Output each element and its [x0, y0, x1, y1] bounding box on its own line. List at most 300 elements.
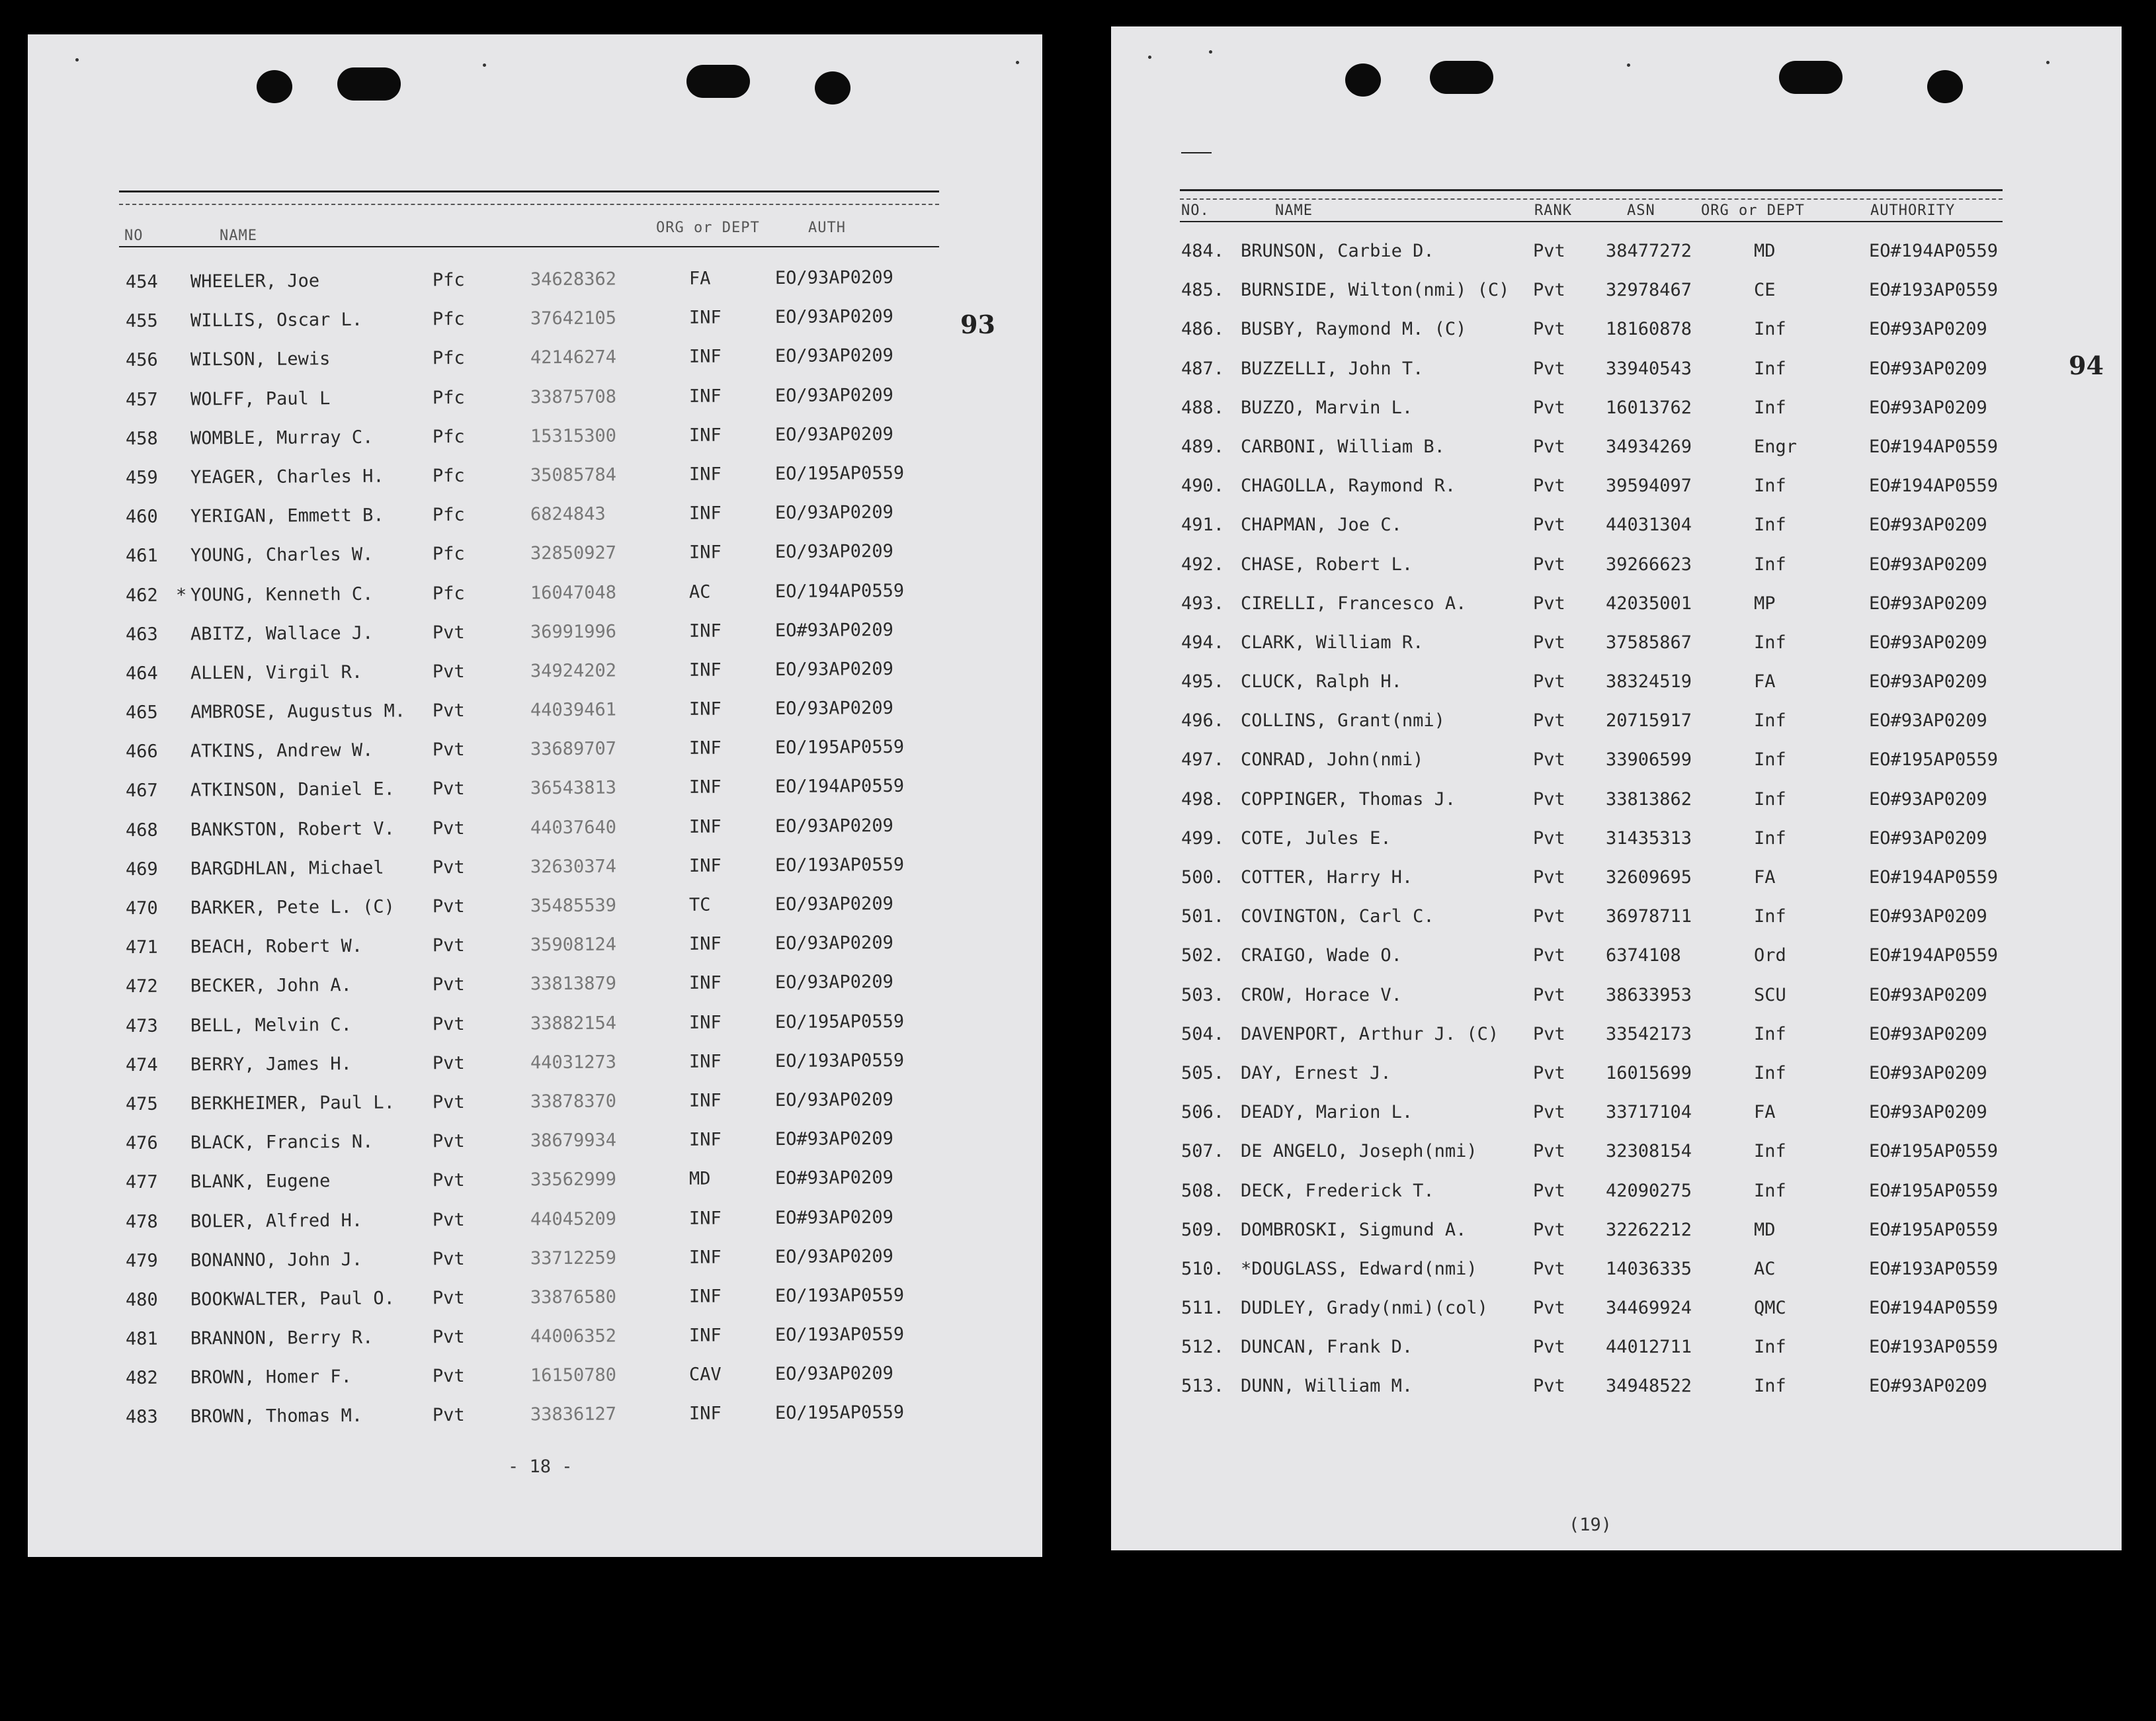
- cell-name: BLANK, Eugene: [190, 1171, 331, 1193]
- cell-rank: Pvt: [1533, 358, 1565, 379]
- cell-name: BARKER, Pete L. (C): [190, 896, 395, 919]
- cell-authority: EO/93AP0209: [774, 306, 893, 328]
- cell-no: 486.: [1181, 319, 1225, 340]
- table-row: [28, 963, 1042, 1009]
- cell-authority: EO#93AP0209: [774, 1167, 893, 1189]
- cell-name: CHASE, Robert L.: [1241, 554, 1413, 575]
- cell-no: 510.: [1181, 1258, 1225, 1279]
- cell-name: BUSBY, Raymond M. (C): [1241, 319, 1467, 340]
- cell-asn: 14036335: [1606, 1258, 1692, 1279]
- cell-rank: Pvt: [1533, 1023, 1565, 1044]
- cell-rank: Pvt: [1533, 397, 1565, 418]
- cell-no: 513.: [1181, 1376, 1225, 1397]
- cell-asn: 38477272: [1606, 241, 1692, 261]
- cell-authority: EO/93AP0209: [774, 423, 893, 445]
- cell-asn: 36978711: [1606, 906, 1692, 927]
- cell-name: BUZZO, Marvin L.: [1241, 397, 1413, 418]
- cell-org: Inf: [1754, 397, 1786, 418]
- cell-authority: EO#93AP0209: [1869, 1062, 1987, 1083]
- cell-rank: Pvt: [432, 739, 465, 761]
- cell-name: DECK, Frederick T.: [1241, 1180, 1434, 1201]
- cell-rank: Pfc: [432, 544, 465, 565]
- cell-authority: EO#93AP0209: [1869, 1023, 1987, 1044]
- cell-no: 454: [125, 271, 158, 293]
- cell-rank: Pvt: [1533, 749, 1565, 771]
- cell-no: 456: [125, 350, 158, 371]
- cell-asn: 42146274: [530, 347, 617, 368]
- cell-name: DAY, Ernest J.: [1241, 1062, 1391, 1083]
- cell-asn: 33875708: [530, 386, 617, 407]
- table-row: [1111, 937, 2122, 976]
- cell-rank: Pvt: [432, 1405, 465, 1426]
- cell-no: 491.: [1181, 515, 1225, 536]
- cell-org: Inf: [1754, 1376, 1786, 1397]
- header-top-rule: [1180, 189, 2003, 191]
- cell-org: AC: [688, 581, 711, 603]
- cell-name: BERRY, James H.: [190, 1053, 352, 1075]
- cell-asn: 35908124: [530, 934, 617, 956]
- cell-org: Inf: [1754, 1141, 1786, 1162]
- cell-name: YOUNG, Charles W.: [190, 544, 374, 566]
- table-row: [28, 1198, 1042, 1243]
- cell-rank: Pvt: [1533, 436, 1565, 457]
- cell-org: INF: [688, 307, 722, 329]
- cell-authority: EO#193AP0559: [1869, 1337, 1999, 1358]
- table-row: [28, 728, 1042, 774]
- cell-org: SCU: [1754, 984, 1786, 1005]
- cell-name: BRUNSON, Carbie D.: [1241, 241, 1434, 261]
- cell-org: INF: [688, 346, 722, 368]
- cell-rank: Pvt: [432, 1013, 465, 1034]
- table-row: [1111, 741, 2122, 780]
- punch-hole: [1345, 63, 1381, 97]
- cell-rank: Pvt: [1533, 1376, 1565, 1397]
- cell-name: DUDLEY, Grady(nmi)(col): [1241, 1298, 1488, 1319]
- col-header-name: NAME: [1275, 202, 1313, 219]
- cell-authority: EO/195AP0559: [774, 1011, 905, 1032]
- cell-authority: EO/93AP0209: [774, 933, 893, 954]
- cell-no: 502.: [1181, 945, 1225, 966]
- cell-rank: Pvt: [1533, 867, 1565, 888]
- cell-name: BLACK, Francis N.: [190, 1131, 374, 1154]
- cell-name: BROWN, Homer F.: [190, 1366, 352, 1388]
- cell-org: INF: [688, 503, 722, 525]
- cell-name: BROWN, Thomas M.: [190, 1406, 363, 1427]
- cell-org: INF: [688, 933, 722, 955]
- table-row: [28, 376, 1042, 421]
- cell-authority: EO#93AP0209: [774, 1128, 893, 1150]
- cell-org: Inf: [1754, 1023, 1786, 1044]
- table-row: [28, 1316, 1042, 1361]
- table-row: [1111, 1329, 2122, 1368]
- cell-asn: 16047048: [530, 582, 617, 603]
- cell-no: 455: [125, 310, 158, 332]
- cell-name: *DOUGLASS, Edward(nmi): [1241, 1258, 1477, 1279]
- cell-org: Inf: [1754, 1337, 1786, 1358]
- cell-no: 473: [125, 1015, 158, 1036]
- cell-name: COVINGTON, Carl C.: [1241, 906, 1434, 927]
- cell-authority: EO#93AP0209: [1869, 788, 1987, 810]
- speck: [1148, 56, 1151, 59]
- cell-rank: Pvt: [1533, 1102, 1565, 1123]
- cell-no: 481: [125, 1328, 158, 1350]
- cell-asn: 33940543: [1606, 358, 1692, 379]
- cell-no: 500.: [1181, 867, 1225, 888]
- cell-asn: 37585867: [1606, 632, 1692, 653]
- cell-rank: Pvt: [432, 1091, 465, 1113]
- cell-authority: EO/93AP0209: [774, 815, 893, 837]
- cell-authority: EO#93AP0209: [1869, 632, 1987, 653]
- cell-no: 482: [125, 1368, 158, 1389]
- cell-no: 509.: [1181, 1219, 1225, 1240]
- cell-name: WHEELER, Joe: [190, 271, 320, 292]
- cell-asn: 44031304: [1606, 515, 1692, 536]
- cell-rank: Pvt: [432, 1131, 465, 1152]
- cell-authority: EO/93AP0209: [774, 658, 893, 680]
- cell-org: Inf: [1754, 476, 1786, 497]
- cell-org: Inf: [1754, 319, 1786, 340]
- table-row: [1111, 351, 2122, 390]
- cell-asn: 32630374: [530, 856, 617, 878]
- cell-no: 498.: [1181, 788, 1225, 810]
- cell-authority: EO#93AP0209: [1869, 554, 1987, 575]
- header-bottom-rule: [1180, 221, 2003, 222]
- table-row: [28, 1120, 1042, 1165]
- cell-rank: Pvt: [1533, 1219, 1565, 1240]
- table-row: [1111, 663, 2122, 702]
- cell-no: 499.: [1181, 827, 1225, 849]
- cell-no: 484.: [1181, 241, 1225, 261]
- cell-name: DOMBROSKI, Sigmund A.: [1241, 1219, 1467, 1240]
- table-row: [1111, 859, 2122, 898]
- cell-org: Inf: [1754, 515, 1786, 536]
- cell-org: INF: [688, 620, 722, 642]
- roster-table: [28, 265, 1042, 1439]
- cell-asn: 33712259: [530, 1247, 617, 1269]
- cell-name: YEAGER, Charles H.: [190, 466, 384, 488]
- col-header-authority: AUTHORITY: [1870, 202, 1956, 219]
- cell-org: INF: [688, 1090, 722, 1111]
- page-mark: 94: [2069, 351, 2104, 380]
- cell-asn: 35485539: [530, 895, 617, 917]
- cell-no: 503.: [1181, 984, 1225, 1005]
- cell-rank: Pvt: [1533, 827, 1565, 849]
- cell-asn: 16150780: [530, 1364, 617, 1386]
- table-row: [28, 1041, 1042, 1087]
- punch-hole: [686, 65, 750, 98]
- cell-rank: Pvt: [432, 661, 465, 683]
- table-row: [28, 1081, 1042, 1126]
- cell-name: BURNSIDE, Wilton(nmi) (C): [1241, 280, 1510, 301]
- cell-no: 504.: [1181, 1023, 1225, 1044]
- cell-asn: 34469924: [1606, 1298, 1692, 1319]
- cell-no: 501.: [1181, 906, 1225, 927]
- cell-org: FA: [1754, 671, 1776, 693]
- cell-name: WOLFF, Paul L: [190, 388, 331, 410]
- cell-authority: EO/93AP0209: [774, 698, 893, 720]
- cell-asn: 34628362: [530, 269, 617, 290]
- cell-asn: 32609695: [1606, 867, 1692, 888]
- cell-no: 495.: [1181, 671, 1225, 693]
- cell-org: Inf: [1754, 788, 1786, 810]
- cell-authority: EO/195AP0559: [774, 1402, 905, 1424]
- cell-no: 457: [125, 389, 158, 410]
- cell-authority: EO/93AP0209: [774, 894, 893, 915]
- cell-org: INF: [688, 1012, 722, 1033]
- table-row: [1111, 1212, 2122, 1251]
- cell-rank: Pvt: [432, 818, 465, 839]
- cell-star: *: [175, 585, 187, 606]
- cell-asn: 39266623: [1606, 554, 1692, 575]
- cell-name: YERIGAN, Emmett B.: [190, 505, 384, 527]
- table-row: [1111, 585, 2122, 624]
- page-folio: (19): [1569, 1515, 1612, 1535]
- cell-org: INF: [688, 737, 722, 759]
- cell-name: CONRAD, John(nmi): [1241, 749, 1424, 771]
- cell-authority: EO#194AP0559: [1869, 867, 1999, 888]
- cell-asn: 33876580: [530, 1286, 617, 1308]
- cell-no: 487.: [1181, 358, 1225, 379]
- table-row: [1111, 820, 2122, 859]
- header-top-rule: [119, 190, 939, 192]
- cell-org: Inf: [1754, 1062, 1786, 1083]
- cell-authority: EO#193AP0559: [1869, 1258, 1999, 1279]
- table-row: [1111, 1290, 2122, 1329]
- cell-org: INF: [688, 972, 722, 994]
- table-row: [1111, 1133, 2122, 1172]
- table-row: [1111, 233, 2122, 272]
- cell-rank: Pvt: [1533, 906, 1565, 927]
- cell-asn: 34948522: [1606, 1376, 1692, 1397]
- header-bottom-rule: [119, 246, 939, 247]
- cell-name: DAVENPORT, Arthur J. (C): [1241, 1023, 1499, 1044]
- table-row: [1111, 898, 2122, 937]
- cell-asn: 44039461: [530, 699, 617, 721]
- cell-rank: Pvt: [432, 778, 465, 800]
- table-row: [28, 689, 1042, 735]
- cell-no: 512.: [1181, 1337, 1225, 1358]
- cell-rank: Pvt: [432, 1170, 465, 1191]
- cell-no: 475: [125, 1093, 158, 1115]
- punch-hole: [337, 67, 401, 101]
- cell-name: BARGDHLAN, Michael: [190, 857, 384, 880]
- cell-no: 485.: [1181, 280, 1225, 301]
- cell-name: BONANNO, John J.: [190, 1249, 363, 1271]
- cell-rank: Pvt: [1533, 1298, 1565, 1319]
- cell-authority: EO#93AP0209: [774, 1206, 893, 1228]
- cell-no: 497.: [1181, 749, 1225, 771]
- col-header-rank: RANK: [1534, 202, 1572, 219]
- cell-authority: EO#93AP0209: [1869, 906, 1987, 927]
- cell-rank: Pvt: [432, 1366, 465, 1387]
- table-row: [1111, 624, 2122, 663]
- table-row: [28, 924, 1042, 970]
- col-header-no: NO: [124, 228, 144, 244]
- cell-rank: Pvt: [432, 974, 465, 995]
- cell-asn: 44037640: [530, 817, 617, 838]
- cell-org: Inf: [1754, 710, 1786, 732]
- table-row: [28, 298, 1042, 343]
- cell-org: FA: [1754, 1102, 1776, 1123]
- cell-name: ABITZ, Wallace J.: [190, 622, 374, 645]
- cell-rank: Pvt: [432, 935, 465, 956]
- cell-rank: Pvt: [1533, 945, 1565, 966]
- cell-rank: Pvt: [1533, 1062, 1565, 1083]
- table-row: [1111, 507, 2122, 546]
- cell-rank: Pvt: [1533, 554, 1565, 575]
- cell-name: BERKHEIMER, Paul L.: [190, 1092, 395, 1114]
- cell-no: 489.: [1181, 436, 1225, 457]
- cell-authority: EO#93AP0209: [1869, 827, 1987, 849]
- cell-org: INF: [688, 659, 722, 681]
- cell-name: CLUCK, Ralph H.: [1241, 671, 1402, 693]
- cell-org: INF: [688, 464, 722, 485]
- cell-org: INF: [688, 1404, 722, 1425]
- cell-rank: Pvt: [1533, 515, 1565, 536]
- table-row: [1111, 702, 2122, 741]
- cell-rank: Pfc: [432, 426, 465, 448]
- header-rule: [119, 204, 939, 205]
- cell-authority: EO/193AP0559: [774, 1323, 905, 1346]
- cell-authority: EO/193AP0559: [774, 1284, 905, 1306]
- speck: [1627, 63, 1630, 67]
- cell-rank: Pvt: [1533, 1180, 1565, 1201]
- cell-org: INF: [688, 386, 722, 407]
- cell-name: CIRELLI, Francesco A.: [1241, 593, 1467, 614]
- cell-rank: Pvt: [1533, 984, 1565, 1005]
- cell-no: 468: [125, 819, 158, 841]
- cell-rank: Pvt: [432, 1248, 465, 1269]
- cell-rank: Pfc: [432, 387, 465, 408]
- cell-rank: Pfc: [432, 348, 465, 369]
- table-row: [1111, 1368, 2122, 1407]
- cell-authority: EO#93AP0209: [774, 619, 893, 641]
- cell-asn: 37642105: [530, 308, 617, 329]
- cell-org: MD: [1754, 1219, 1776, 1240]
- cell-org: TC: [688, 894, 711, 915]
- cell-authority: EO#193AP0559: [1869, 280, 1999, 301]
- cell-authority: EO/93AP0209: [774, 1089, 893, 1111]
- punch-hole: [815, 71, 850, 105]
- cell-no: 462: [125, 585, 158, 606]
- cell-org: Inf: [1754, 1180, 1786, 1201]
- cell-authority: EO#195AP0559: [1869, 1219, 1999, 1240]
- table-row: [28, 1355, 1042, 1400]
- cell-name: BANKSTON, Robert V.: [190, 818, 395, 841]
- cell-asn: 34924202: [530, 660, 617, 682]
- cell-name: CHAPMAN, Joe C.: [1241, 515, 1402, 536]
- cell-no: 492.: [1181, 554, 1225, 575]
- cell-org: Ord: [1754, 945, 1786, 966]
- cell-no: 480: [125, 1289, 158, 1310]
- cell-rank: Pfc: [432, 583, 465, 604]
- table-row: [28, 1394, 1042, 1439]
- cell-asn: 32262212: [1606, 1219, 1692, 1240]
- left-page: [28, 34, 1042, 1557]
- right-page: [1111, 26, 2122, 1550]
- cell-authority: EO/93AP0209: [774, 972, 893, 993]
- cell-asn: 44031273: [530, 1052, 617, 1073]
- table-row: [1111, 977, 2122, 1016]
- cell-rank: Pvt: [432, 1287, 465, 1309]
- cell-rank: Pvt: [1533, 593, 1565, 614]
- cell-org: MP: [1754, 593, 1776, 614]
- cell-no: 476: [125, 1132, 158, 1154]
- speck: [75, 58, 79, 62]
- cell-authority: EO/93AP0209: [774, 267, 893, 289]
- cell-no: 471: [125, 937, 158, 958]
- cell-org: INF: [688, 816, 722, 837]
- cell-asn: 39594097: [1606, 476, 1692, 497]
- cell-authority: EO#93AP0209: [1869, 358, 1987, 379]
- table-row: [1111, 1016, 2122, 1055]
- cell-org: Inf: [1754, 358, 1786, 379]
- cell-authority: EO/93AP0209: [774, 345, 893, 367]
- cell-authority: EO/93AP0209: [774, 541, 893, 563]
- cell-name: BOOKWALTER, Paul O.: [190, 1288, 395, 1310]
- cell-asn: 18160878: [1606, 319, 1692, 340]
- cell-asn: 15315300: [530, 425, 617, 447]
- cell-org: INF: [688, 1286, 722, 1307]
- cell-rank: Pvt: [432, 1052, 465, 1074]
- cell-authority: EO#195AP0559: [1869, 1180, 1999, 1201]
- cell-authority: EO#194AP0559: [1869, 945, 1999, 966]
- cell-rank: Pfc: [432, 505, 465, 526]
- cell-rank: Pvt: [1533, 1337, 1565, 1358]
- cell-name: DUNN, William M.: [1241, 1376, 1413, 1397]
- cell-asn: 33717104: [1606, 1102, 1692, 1123]
- cell-asn: 34934269: [1606, 436, 1692, 457]
- cell-asn: 42090275: [1606, 1180, 1692, 1201]
- cell-name: AMBROSE, Augustus M.: [190, 700, 406, 723]
- cell-authority: EO#194AP0559: [1869, 436, 1999, 457]
- cell-no: 511.: [1181, 1298, 1225, 1319]
- table-row: [28, 610, 1042, 656]
- cell-authority: EO#93AP0209: [1869, 593, 1987, 614]
- cell-rank: Pvt: [1533, 788, 1565, 810]
- cell-org: INF: [688, 698, 722, 720]
- speck: [1209, 50, 1212, 54]
- roster-table: [1111, 233, 2122, 1407]
- cell-rank: Pvt: [1533, 241, 1565, 261]
- cell-authority: EO/93AP0209: [774, 502, 893, 524]
- cell-asn: 38633953: [1606, 984, 1692, 1005]
- col-header-no: NO.: [1181, 202, 1210, 219]
- cell-org: CAV: [688, 1364, 722, 1386]
- cell-name: ATKINS, Andrew W.: [190, 740, 374, 762]
- speck: [2046, 61, 2050, 64]
- cell-authority: EO#93AP0209: [1869, 319, 1987, 340]
- cell-authority: EO/93AP0209: [774, 384, 893, 406]
- cell-org: INF: [688, 542, 722, 564]
- speck: [1016, 61, 1019, 64]
- cell-no: 494.: [1181, 632, 1225, 653]
- cell-name: DUNCAN, Frank D.: [1241, 1337, 1413, 1358]
- table-row: [28, 885, 1042, 931]
- cell-asn: 38324519: [1606, 671, 1692, 693]
- cell-no: 483: [125, 1407, 158, 1428]
- cell-authority: EO#194AP0559: [1869, 241, 1999, 261]
- cell-authority: EO/195AP0559: [774, 462, 905, 485]
- table-row: [1111, 1251, 2122, 1290]
- cell-rank: Pvt: [432, 896, 465, 917]
- cell-org: INF: [688, 1208, 722, 1229]
- cell-name: BUZZELLI, John T.: [1241, 358, 1424, 379]
- cell-no: 505.: [1181, 1062, 1225, 1083]
- table-row: [1111, 468, 2122, 507]
- cell-asn: 16013762: [1606, 397, 1692, 418]
- cell-asn: 33882154: [530, 1013, 617, 1034]
